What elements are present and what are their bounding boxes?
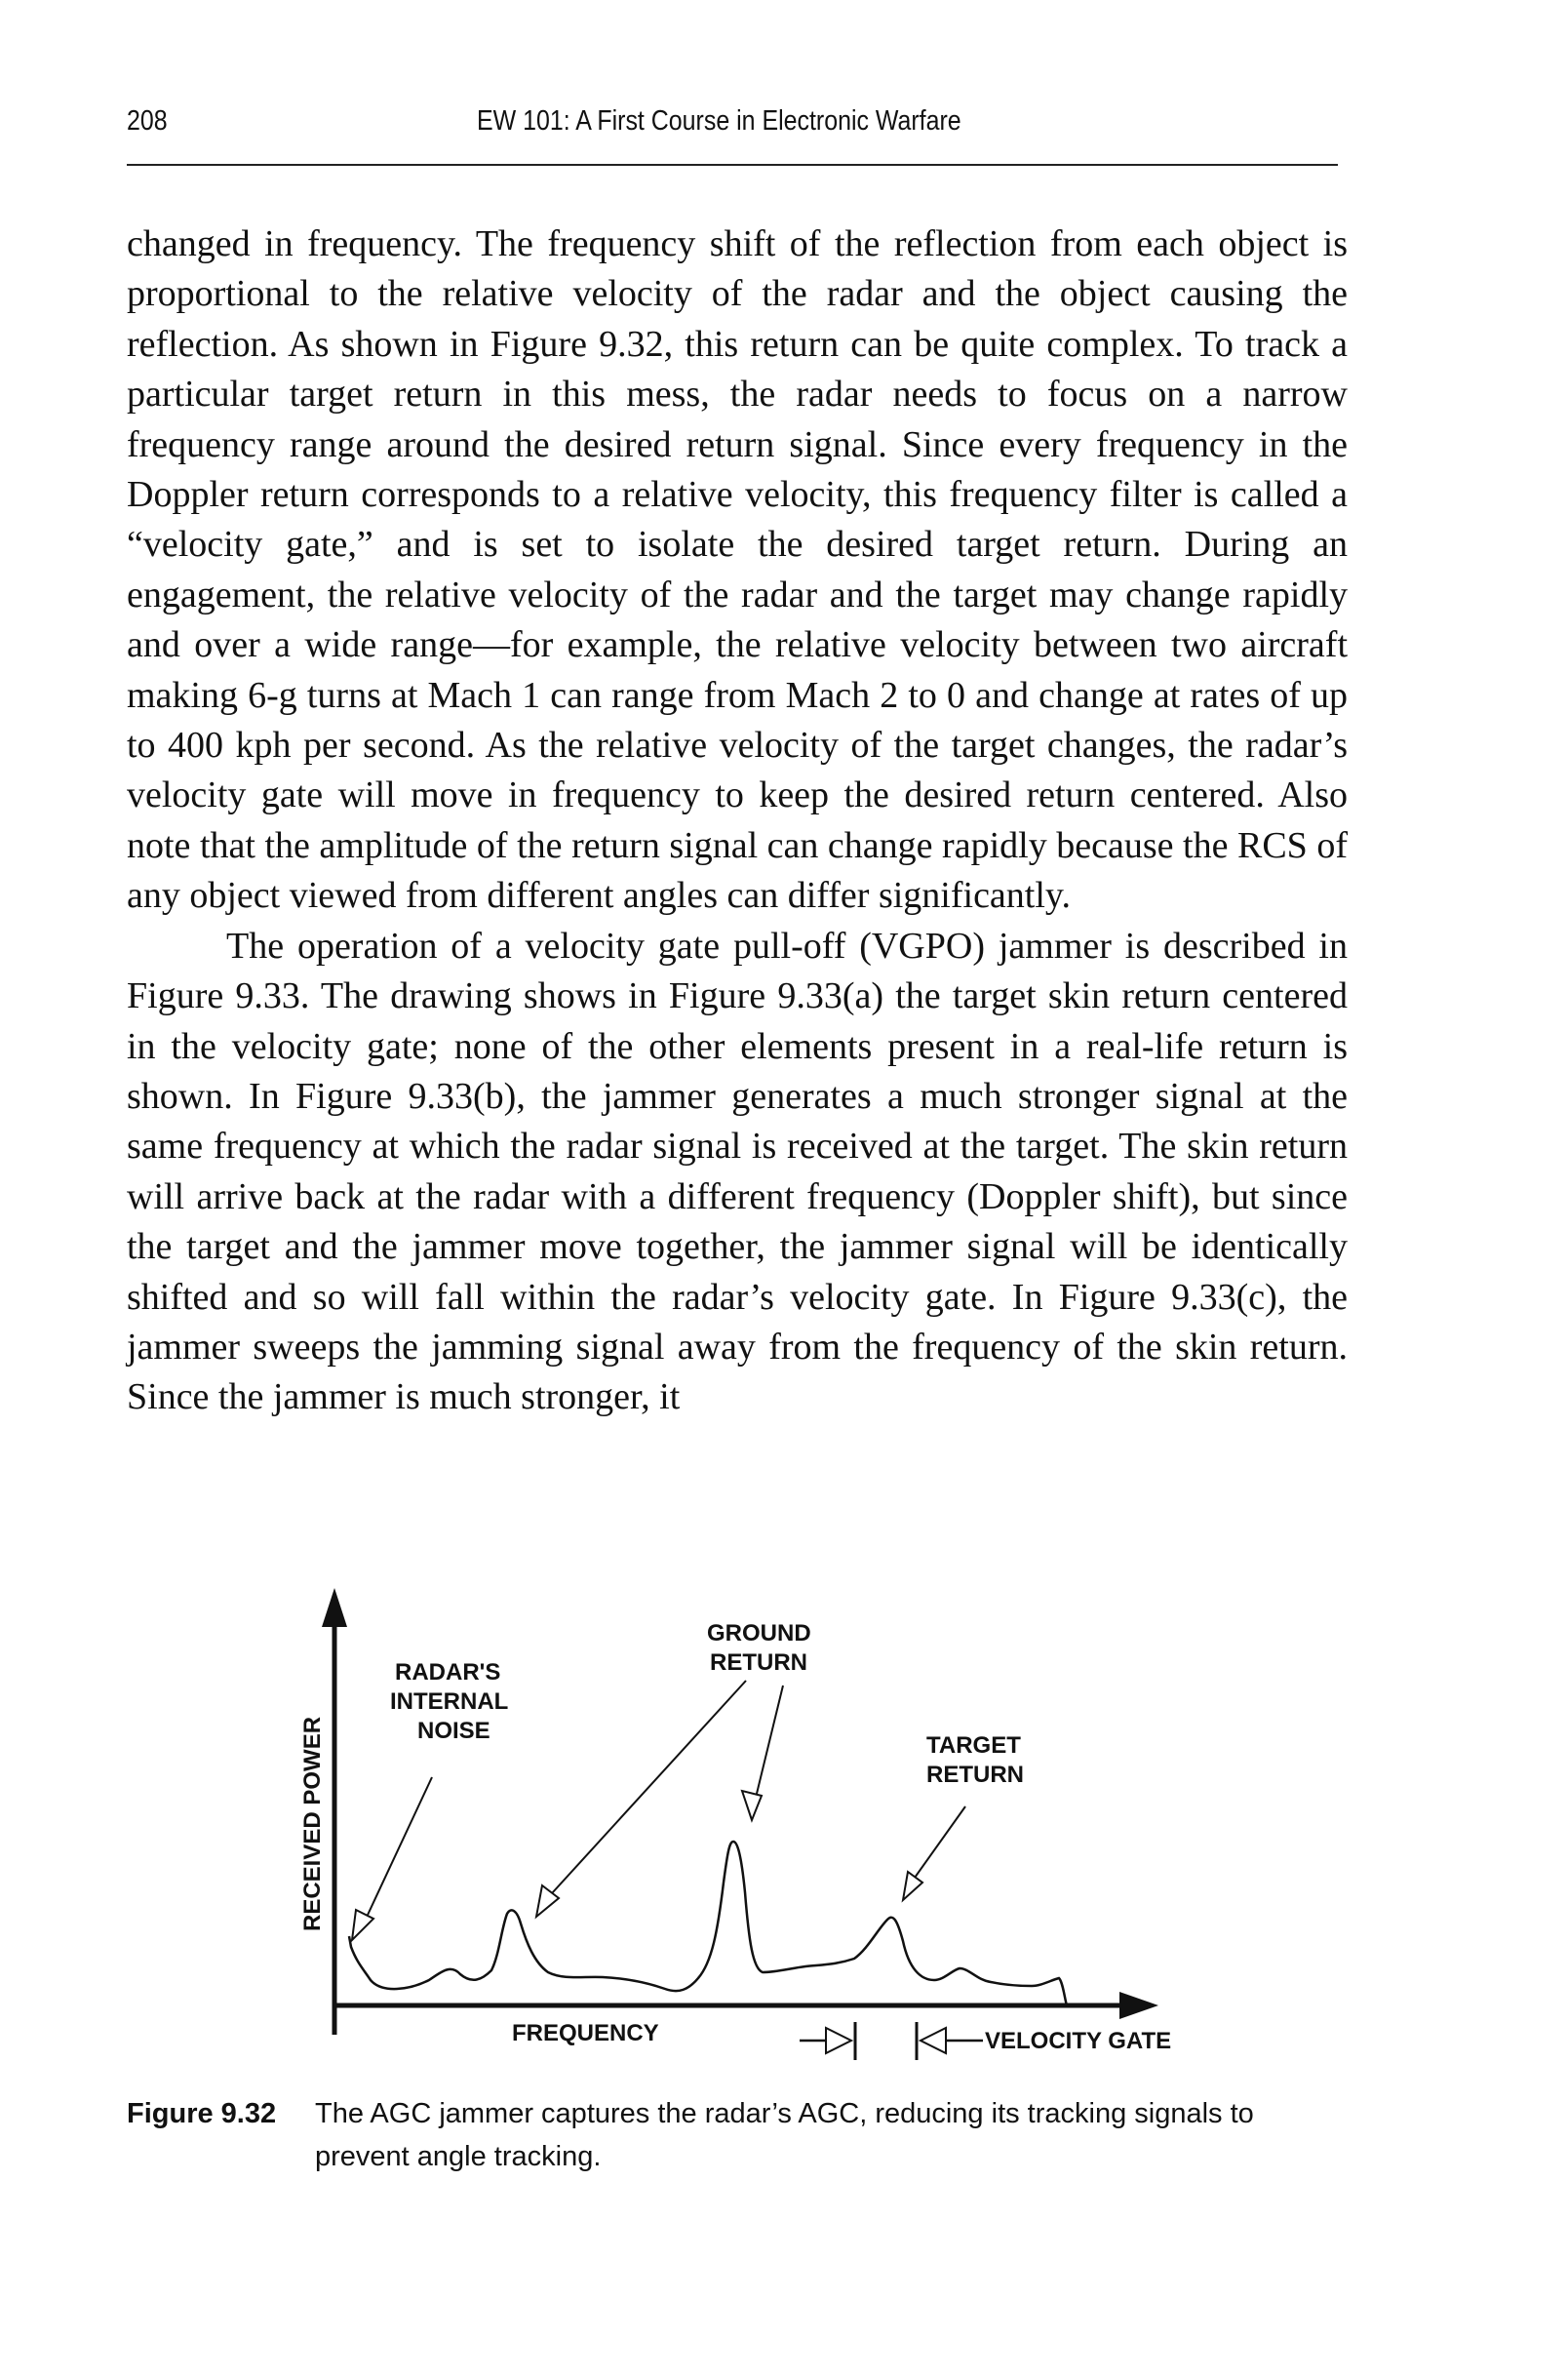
ground-label-line-2: RETURN — [710, 1649, 807, 1676]
body-text — [127, 219, 1348, 1423]
ground-arrowhead-icon-1 — [536, 1885, 559, 1917]
y-axis-arrow-icon — [322, 1588, 347, 1627]
x-axis-arrow-icon — [1119, 1992, 1158, 2019]
noise-label-line-1: RADAR'S — [395, 1659, 501, 1686]
spectrum-trace — [349, 1842, 1067, 2005]
ground-leader-line-1 — [552, 1681, 746, 1893]
gate-right-arrow-icon — [921, 2028, 946, 2053]
caption-text: The AGC jammer captures the radar’s AGC, reducing its tracking signals to prevent angle tracking. — [315, 2098, 1254, 2172]
noise-arrowhead-icon — [352, 1910, 373, 1940]
velocity-gate-label: VELOCITY GATE — [985, 2028, 1172, 2054]
noise-label-line-2: INTERNAL — [390, 1688, 509, 1715]
target-leader-line — [915, 1806, 965, 1878]
page-number: 208 — [127, 105, 168, 137]
target-label-line-2: RETURN — [926, 1762, 1024, 1788]
ground-arrowhead-icon-2 — [742, 1791, 762, 1820]
noise-leader-line — [362, 1777, 432, 1927]
running-title: EW 101: A First Course in Electronic Warfare — [477, 105, 961, 137]
paragraph-2: The operation of a velocity gate pull-off (VGPO) jammer is described in Figure 9.33. The drawing shows in Figure 9.33(a) the target skin return centered in the velocity gate; none of the other elements present in a real-life return is shown. In Figure 9.33(b), the jammer generates a much stronger signal at the same frequency at which the radar signal is received at the target. The skin return will arrive back at the radar with a different frequency (Doppler shift), but since the target and the jammer move together, the jammer signal will be identically shifted and so will fall within the radar’s velocity gate. In Figure 9.33(c), the jammer sweeps the jamming signal away from the frequency of the skin return. Since the jammer is much stronger, it — [127, 925, 1348, 1418]
paragraph-1: changed in frequency. The frequency shift of the reflection from each object is proportional to the relative velocity of the radar and the object causing the reflection. As shown in Figure 9.32, this return can be quite complex. To track a particular target return in this mess, the radar needs to focus on a narrow frequency range around the desired return signal. Since every frequency in the Doppler return corresponds to a relative velocity, this frequency filter is called a “velocity gate,” and is set to isolate the desired target return. During an engagement, the relative velocity of the radar and the target may change rapidly and over a wide range—for example, the relative velocity between two aircraft making 6-g turns at Mach 1 can range from Mach 2 to 0 and change at rates of up to 400 kph per second. As the relative velocity of the target changes, the radar’s velocity gate will move in frequency to keep the desired return centered. Also note that the amplitude of the return signal can change rapidly because the RCS of any object viewed from different angles can differ significantly. — [127, 223, 1348, 917]
x-axis-label: FREQUENCY — [512, 2020, 659, 2046]
gate-left-arrow-icon — [826, 2028, 851, 2053]
y-axis-label: RECEIVED POWER — [299, 1716, 326, 1931]
noise-label-line-3: NOISE — [417, 1718, 490, 1744]
caption-label: Figure 9.32 — [127, 2098, 277, 2129]
ground-label-line-1: GROUND — [707, 1620, 811, 1646]
target-label-line-1: TARGET — [926, 1732, 1021, 1759]
target-arrowhead-icon — [903, 1872, 922, 1900]
ground-leader-line-2 — [756, 1686, 783, 1798]
page-header — [127, 105, 1338, 166]
